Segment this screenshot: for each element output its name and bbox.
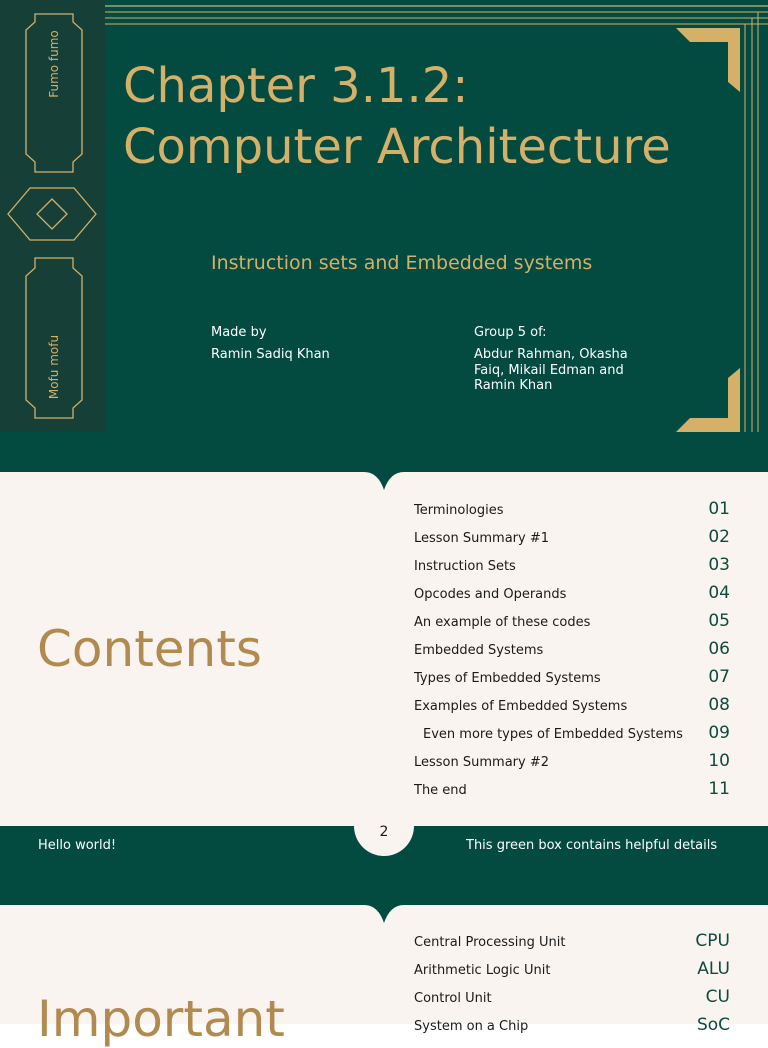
toc-item-label: The end	[414, 783, 467, 798]
toc-item-label: Embedded Systems	[414, 643, 544, 658]
toc-item[interactable]	[414, 750, 734, 774]
abbreviation-row	[414, 1014, 734, 1038]
toc-item-number: 09	[708, 723, 730, 743]
toc-item-number: 08	[708, 695, 730, 715]
important-heading: Important	[37, 990, 285, 1048]
page-number: 2	[379, 824, 389, 840]
toc-item-number: 11	[708, 779, 730, 799]
abbreviation-code: SoC	[696, 1015, 730, 1035]
toc-item-number: 07	[708, 667, 730, 687]
group-label: Group 5 of:	[474, 325, 547, 340]
toc-item-number: 01	[708, 499, 730, 519]
toc-item-label: An example of these codes	[414, 615, 591, 630]
abbreviation-row	[414, 930, 734, 954]
toc-item[interactable]	[414, 722, 734, 746]
toc-item[interactable]	[414, 526, 734, 550]
abbreviation-code: CPU	[695, 931, 730, 951]
footer-right-text: This green box contains helpful details	[466, 838, 718, 853]
toc-item-label: Examples of Embedded Systems	[414, 699, 628, 714]
toc-item-label: Opcodes and Operands	[414, 587, 567, 602]
abbreviation-term: Central Processing Unit	[414, 935, 566, 950]
toc-item-number: 04	[708, 583, 730, 603]
toc-item-label: Types of Embedded Systems	[414, 671, 601, 686]
cover-slide	[0, 0, 768, 432]
abbreviation-term: System on a Chip	[414, 1019, 529, 1034]
abbreviation-term: Control Unit	[414, 991, 492, 1006]
toc-item-number: 05	[708, 611, 730, 631]
toc-item[interactable]	[414, 778, 734, 802]
toc-item[interactable]	[414, 666, 734, 690]
footer-left-text: Hello world!	[38, 838, 117, 853]
toc-item-number: 02	[708, 527, 730, 547]
toc-item-label: Even more types of Embedded Systems	[423, 727, 683, 742]
toc-item[interactable]	[414, 610, 734, 634]
toc-item[interactable]	[414, 694, 734, 718]
contents-slide	[0, 432, 768, 902]
toc-item-number: 03	[708, 555, 730, 575]
toc-item-number: 06	[708, 639, 730, 659]
group-members: Abdur Rahman, Okasha Faiq, Mikail Edman and Ramin Khan	[474, 347, 628, 393]
important-slide	[0, 902, 768, 1048]
toc-item[interactable]	[414, 498, 734, 522]
abbreviation-code: CU	[705, 987, 730, 1007]
abbreviation-row	[414, 986, 734, 1010]
toc-item-label: Terminologies	[414, 503, 504, 518]
cover-subtitle: Instruction sets and Embedded systems	[211, 252, 593, 274]
toc-item-number: 10	[708, 751, 730, 771]
made-by-label: Made by	[211, 325, 267, 340]
toc-item[interactable]	[414, 638, 734, 662]
made-by-name: Ramin Sadiq Khan	[211, 347, 330, 362]
toc-item-label: Lesson Summary #2	[414, 755, 550, 770]
toc-item[interactable]	[414, 554, 734, 578]
side-bottom-label: Mofu mofu	[47, 334, 61, 400]
toc-item-label: Instruction Sets	[414, 559, 516, 574]
toc-item[interactable]	[414, 582, 734, 606]
toc-item-label: Lesson Summary #1	[414, 531, 550, 546]
abbreviation-code: ALU	[697, 959, 730, 979]
abbreviation-term: Arithmetic Logic Unit	[414, 963, 551, 978]
side-top-label: Fumo fumo	[47, 30, 61, 98]
abbreviation-row	[414, 958, 734, 982]
contents-heading: Contents	[37, 620, 262, 678]
cover-title: Chapter 3.1.2: Computer Architecture	[123, 58, 671, 175]
